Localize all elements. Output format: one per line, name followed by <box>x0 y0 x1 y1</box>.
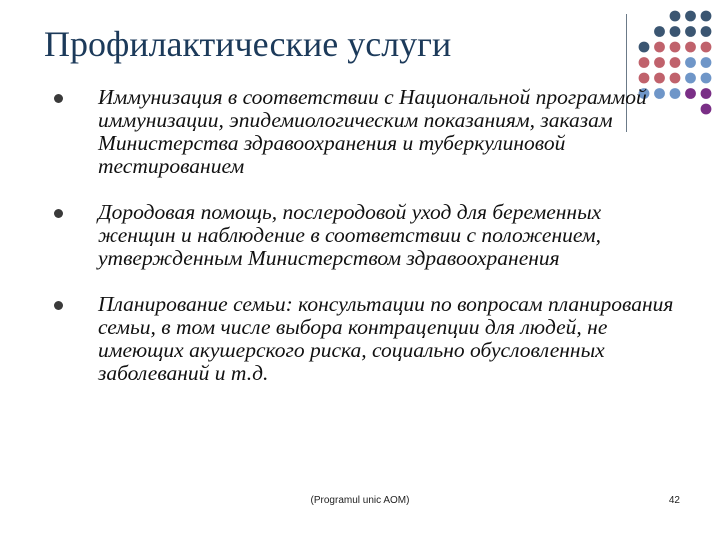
bullet-item <box>44 86 684 178</box>
dot <box>685 88 696 99</box>
dot <box>654 57 665 68</box>
dot <box>701 11 712 22</box>
dot <box>654 42 665 53</box>
dot <box>701 42 712 53</box>
bullet-text: Планирование семьи: консультации по вопросам планирования семьи, в том числе выбора контрацепции для людей, не имеющих акушерского риска, социально обусловленных заболеваний и т.д. <box>98 292 674 385</box>
dot <box>685 26 696 37</box>
dot <box>701 73 712 84</box>
dot <box>685 57 696 68</box>
dot <box>654 73 665 84</box>
dot <box>639 57 650 68</box>
dot <box>670 26 681 37</box>
dot <box>701 57 712 68</box>
bullet-text: Дородовая помощь, послеродовой уход для беременных женщин и наблюдение в соответствии с положением, утвержденным Министерством здравоохранения <box>98 200 602 270</box>
dot <box>670 11 681 22</box>
slide-title: Профилактические услуги <box>44 24 452 64</box>
page-number: 42 <box>668 495 680 506</box>
footer-source: (Programul unic AOM) <box>310 495 410 506</box>
dot <box>701 26 712 37</box>
bullet-icon <box>54 209 63 218</box>
dot <box>701 104 712 115</box>
dot <box>639 73 650 84</box>
dot <box>701 88 712 99</box>
bullet-text: Иммунизация в соответствии с Национальной программой иммунизации, эпидемиологическим показаниям, заказам Министерства здравоохранения и туберкулиновой тестированием <box>98 85 647 178</box>
dot <box>654 26 665 37</box>
bullet-icon <box>54 94 63 103</box>
dot <box>670 57 681 68</box>
dot <box>685 11 696 22</box>
dot <box>670 42 681 53</box>
bullet-icon <box>54 301 63 310</box>
dot <box>639 42 650 53</box>
dot <box>670 73 681 84</box>
bullet-item <box>44 201 684 270</box>
dot <box>685 73 696 84</box>
dot <box>685 42 696 53</box>
bullet-item <box>44 293 684 385</box>
bullet-list <box>44 86 684 408</box>
